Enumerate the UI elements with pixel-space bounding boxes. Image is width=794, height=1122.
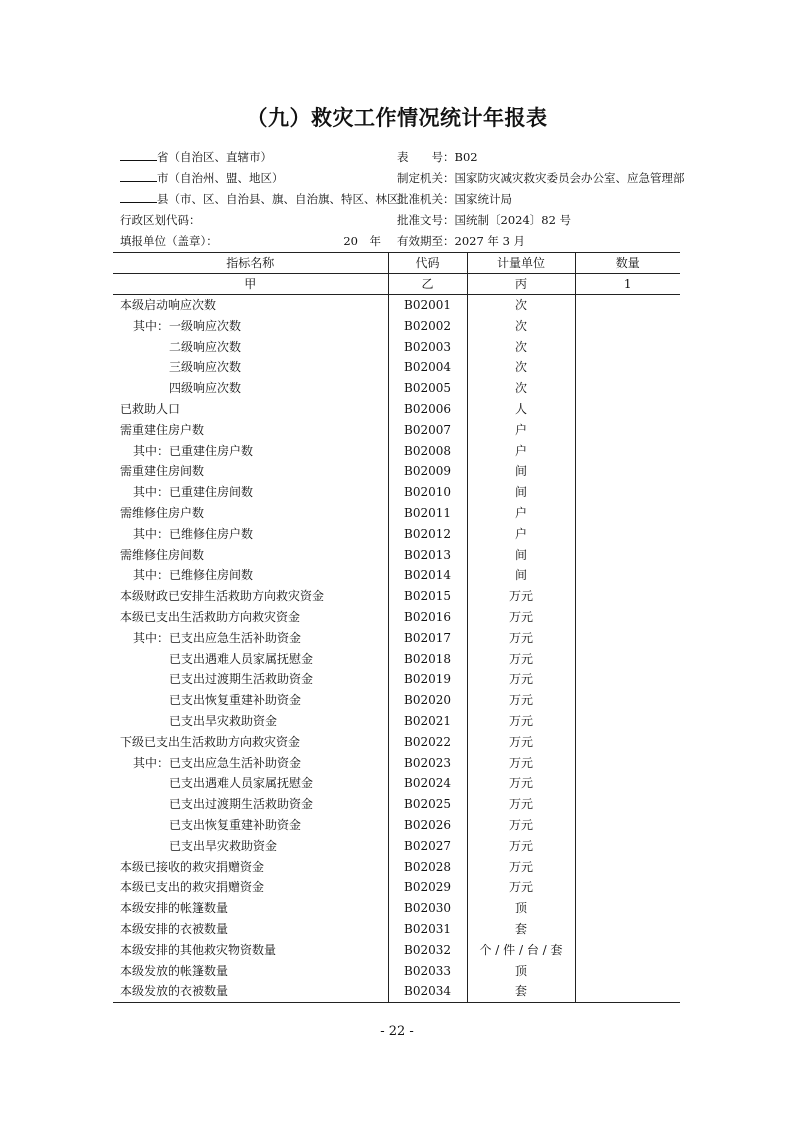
quantity-cell <box>575 919 680 940</box>
table-row <box>113 482 680 503</box>
quantity-cell <box>575 815 680 836</box>
indicator-code-cell: B02026 <box>388 815 467 836</box>
indicator-code-cell: B02033 <box>388 961 467 982</box>
unit-cell: 个 / 件 / 台 / 套 <box>467 940 575 961</box>
indicator-name-cell: 已支出恢复重建补助资金 <box>169 817 302 832</box>
table-row <box>113 669 680 690</box>
table-row <box>113 545 680 566</box>
table-row <box>113 337 680 358</box>
column-header-unit: 计量单位 <box>467 253 575 274</box>
unit-cell: 万元 <box>467 628 575 649</box>
table-row <box>113 961 680 982</box>
indicator-code-cell: B02017 <box>388 628 467 649</box>
quantity-cell <box>575 794 680 815</box>
indicator-name-cell: 本级已支出的救灾捐赠资金 <box>120 880 265 895</box>
unit-cell: 人 <box>467 399 575 420</box>
indicator-name-cell: 四级响应次数 <box>169 381 242 396</box>
page-number: - 22 - <box>380 1024 414 1039</box>
indicator-code-cell: B02003 <box>388 337 467 358</box>
table-row <box>113 815 680 836</box>
approval-number: 批准文号：国统制〔2024〕82 号 <box>397 213 572 227</box>
unit-cell: 万元 <box>467 753 575 774</box>
indicator-name-cell: 已救助人口 <box>120 401 181 416</box>
table-row <box>113 461 680 482</box>
unit-cell: 户 <box>467 441 575 462</box>
indicator-name-cell: 需重建住房户数 <box>120 422 205 437</box>
indicator-name-cell: 本级启动响应次数 <box>120 298 217 312</box>
city-line <box>120 168 284 189</box>
unit-cell: 顶 <box>467 961 575 982</box>
indicator-code-cell: B02001 <box>388 295 467 316</box>
column-header-indicator: 指标名称 <box>113 253 388 274</box>
quantity-cell <box>575 337 680 358</box>
indicator-name-cell: 已支出过渡期生活救助资金 <box>169 672 314 687</box>
indicator-code-cell: B02006 <box>388 399 467 420</box>
province-label: 省（自治区、直辖市） <box>157 150 272 164</box>
indicator-name-cell: 三级响应次数 <box>169 360 242 375</box>
quantity-cell <box>575 940 680 961</box>
indicator-code-cell: B02031 <box>388 919 467 940</box>
indicator-rows <box>113 295 680 1003</box>
indicator-code-cell: B02023 <box>388 753 467 774</box>
indicator-name-cell: 已支出遇难人员家属抚慰金 <box>169 776 314 791</box>
quantity-cell <box>575 399 680 420</box>
unit-cell: 次 <box>467 357 575 378</box>
quantity-cell <box>575 482 680 503</box>
unit-cell: 万元 <box>467 586 575 607</box>
indicator-name-cell: 下级已支出生活救助方向救灾资金 <box>120 734 301 749</box>
indicator-name-cell: 本级安排的其他救灾物资数量 <box>120 942 277 957</box>
indicator-name-cell: 本级发放的衣被数量 <box>120 984 229 999</box>
quantity-cell <box>575 898 680 919</box>
indicator-code-cell: B02020 <box>388 690 467 711</box>
county-line <box>120 189 410 210</box>
table-row <box>113 524 680 545</box>
indicator-code-cell: B02015 <box>388 586 467 607</box>
province-line <box>120 147 272 168</box>
indicator-name-cell: 需维修住房户数 <box>120 505 205 520</box>
quantity-cell <box>575 753 680 774</box>
unit-cell: 万元 <box>467 607 575 628</box>
table-row <box>113 586 680 607</box>
indicator-code-cell: B02005 <box>388 378 467 399</box>
indicator-code-cell: B02009 <box>388 461 467 482</box>
unit-cell: 万元 <box>467 649 575 670</box>
quantity-cell <box>575 316 680 337</box>
unit-cell: 万元 <box>467 877 575 898</box>
quantity-cell <box>575 295 680 316</box>
indicator-name-cell: 其中：已重建住房户数 <box>133 443 254 458</box>
table-row <box>113 732 680 753</box>
indicator-code-cell: B02004 <box>388 357 467 378</box>
indicator-code-cell: B02024 <box>388 773 467 794</box>
quantity-cell <box>575 877 680 898</box>
unit-cell: 次 <box>467 295 575 316</box>
indicator-name-cell: 其中：已维修住房户数 <box>133 526 254 541</box>
table-row <box>113 690 680 711</box>
quantity-cell <box>575 420 680 441</box>
indicator-code-cell: B02019 <box>388 669 467 690</box>
quantity-cell <box>575 565 680 586</box>
unit-cell: 户 <box>467 503 575 524</box>
reporting-unit-label: 填报单位（盖章）： <box>120 234 218 248</box>
indicator-name-cell: 已支出旱灾救助资金 <box>169 713 278 728</box>
quantity-cell <box>575 711 680 732</box>
indicator-name-cell: 本级财政已安排生活救助方向救灾资金 <box>120 589 325 604</box>
table-row <box>113 836 680 857</box>
column-header-code: 代码 <box>388 253 467 274</box>
indicator-code-cell: B02016 <box>388 607 467 628</box>
unit-cell: 万元 <box>467 794 575 815</box>
indicator-code-cell: B02002 <box>388 316 467 337</box>
valid-until: 有效期至：2027 年 3 月 <box>397 234 526 248</box>
unit-cell: 间 <box>467 565 575 586</box>
approving-authority: 批准机关：国家统计局 <box>397 192 512 206</box>
indicator-name-cell: 其中：已重建住房间数 <box>133 485 254 500</box>
table-row <box>113 940 680 961</box>
unit-cell: 万元 <box>467 773 575 794</box>
indicator-name-cell: 本级发放的帐篷数量 <box>120 963 229 978</box>
table-row <box>113 857 680 878</box>
statistics-table <box>113 252 680 1003</box>
indicator-name-cell: 已支出遇难人员家属抚慰金 <box>169 651 314 666</box>
indicator-name-cell: 其中：已支出应急生活补助资金 <box>133 630 302 645</box>
indicator-name-cell: 已支出过渡期生活救助资金 <box>169 797 314 812</box>
table-row <box>113 420 680 441</box>
indicator-code-cell: B02029 <box>388 877 467 898</box>
indicator-name-cell: 其中：已支出应急生活补助资金 <box>133 755 302 770</box>
quantity-cell <box>575 773 680 794</box>
table-row <box>113 794 680 815</box>
table-row <box>113 565 680 586</box>
indicator-code-cell: B02013 <box>388 545 467 566</box>
indicator-name-cell: 本级已接收的救灾捐赠资金 <box>120 859 265 874</box>
unit-cell: 户 <box>467 420 575 441</box>
table-row <box>113 649 680 670</box>
quantity-cell <box>575 981 680 1002</box>
table-row <box>113 316 680 337</box>
unit-cell: 万元 <box>467 732 575 753</box>
unit-cell: 次 <box>467 337 575 358</box>
indicator-code-cell: B02021 <box>388 711 467 732</box>
table-row <box>113 295 680 316</box>
indicator-name-cell: 其中：一级响应次数 <box>133 318 242 333</box>
table-row <box>113 628 680 649</box>
indicator-name-cell: 本级已支出生活救助方向救灾资金 <box>120 609 301 624</box>
quantity-cell <box>575 961 680 982</box>
indicator-name-cell: 二级响应次数 <box>169 339 242 354</box>
column-key-code: 乙 <box>388 274 467 295</box>
unit-cell: 万元 <box>467 857 575 878</box>
indicator-code-cell: B02030 <box>388 898 467 919</box>
indicator-code-cell: B02028 <box>388 857 467 878</box>
form-number: 表 号：B02 <box>397 150 478 164</box>
indicator-code-cell: B02011 <box>388 503 467 524</box>
table-row <box>113 981 680 1002</box>
province-blank <box>120 148 157 161</box>
quantity-cell <box>575 524 680 545</box>
indicator-code-cell: B02032 <box>388 940 467 961</box>
county-blank <box>120 190 157 203</box>
indicator-name-cell: 已支出旱灾救助资金 <box>169 838 278 853</box>
table-row <box>113 711 680 732</box>
table-row <box>113 378 680 399</box>
indicator-name-cell: 本级安排的帐篷数量 <box>120 901 229 916</box>
indicator-name-cell: 其中：已维修住房间数 <box>133 568 254 583</box>
quantity-cell <box>575 441 680 462</box>
unit-cell: 间 <box>467 545 575 566</box>
indicator-code-cell: B02022 <box>388 732 467 753</box>
indicator-name-cell: 已支出恢复重建补助资金 <box>169 693 302 708</box>
indicator-name-cell: 本级安排的衣被数量 <box>120 921 229 936</box>
quantity-cell <box>575 378 680 399</box>
column-header-quantity: 数量 <box>575 253 680 274</box>
quantity-cell <box>575 690 680 711</box>
indicator-code-cell: B02025 <box>388 794 467 815</box>
quantity-cell <box>575 545 680 566</box>
unit-cell: 万元 <box>467 669 575 690</box>
indicator-code-cell: B02027 <box>388 836 467 857</box>
column-key-row <box>113 274 680 295</box>
table-row <box>113 898 680 919</box>
unit-cell: 套 <box>467 919 575 940</box>
table-row <box>113 503 680 524</box>
unit-cell: 间 <box>467 482 575 503</box>
unit-cell: 间 <box>467 461 575 482</box>
quantity-cell <box>575 732 680 753</box>
column-key-quantity: 1 <box>575 274 680 295</box>
table-row <box>113 357 680 378</box>
indicator-code-cell: B02018 <box>388 649 467 670</box>
quantity-cell <box>575 628 680 649</box>
unit-cell: 万元 <box>467 836 575 857</box>
unit-cell: 套 <box>467 981 575 1002</box>
year-label: 20 年 <box>343 234 381 248</box>
quantity-cell <box>575 461 680 482</box>
indicator-code-cell: B02008 <box>388 441 467 462</box>
indicator-code-cell: B02012 <box>388 524 467 545</box>
quantity-cell <box>575 607 680 628</box>
issuing-authority: 制定机关：国家防灾减灾救灾委员会办公室、应急管理部 <box>397 171 685 185</box>
indicator-code-cell: B02007 <box>388 420 467 441</box>
quantity-cell <box>575 503 680 524</box>
indicator-code-cell: B02034 <box>388 981 467 1002</box>
unit-cell: 次 <box>467 378 575 399</box>
table-header <box>113 253 680 295</box>
division-code-label: 行政区划代码： <box>120 213 201 227</box>
column-key-indicator: 甲 <box>113 274 388 295</box>
unit-cell: 万元 <box>467 711 575 732</box>
county-label: 县（市、区、自治县、旗、自治旗、特区、林区） <box>157 192 410 206</box>
quantity-cell <box>575 586 680 607</box>
city-label: 市（自治州、盟、地区） <box>157 171 284 185</box>
table-row <box>113 607 680 628</box>
quantity-cell <box>575 836 680 857</box>
quantity-cell <box>575 649 680 670</box>
unit-cell: 万元 <box>467 815 575 836</box>
table-row <box>113 919 680 940</box>
unit-cell: 户 <box>467 524 575 545</box>
quantity-cell <box>575 357 680 378</box>
table-row <box>113 753 680 774</box>
city-blank <box>120 169 157 182</box>
indicator-name-cell: 需维修住房间数 <box>120 547 205 562</box>
quantity-cell <box>575 669 680 690</box>
unit-cell: 次 <box>467 316 575 337</box>
indicator-code-cell: B02010 <box>388 482 467 503</box>
unit-cell: 顶 <box>467 898 575 919</box>
page-title: （九）救灾工作情况统计年报表 <box>246 105 548 130</box>
column-header-row <box>113 253 680 274</box>
column-key-unit: 丙 <box>467 274 575 295</box>
unit-cell: 万元 <box>467 690 575 711</box>
indicator-code-cell: B02014 <box>388 565 467 586</box>
table-row <box>113 441 680 462</box>
table-row <box>113 399 680 420</box>
table-row <box>113 877 680 898</box>
table-row <box>113 773 680 794</box>
indicator-name-cell: 需重建住房间数 <box>120 464 205 479</box>
quantity-cell <box>575 857 680 878</box>
